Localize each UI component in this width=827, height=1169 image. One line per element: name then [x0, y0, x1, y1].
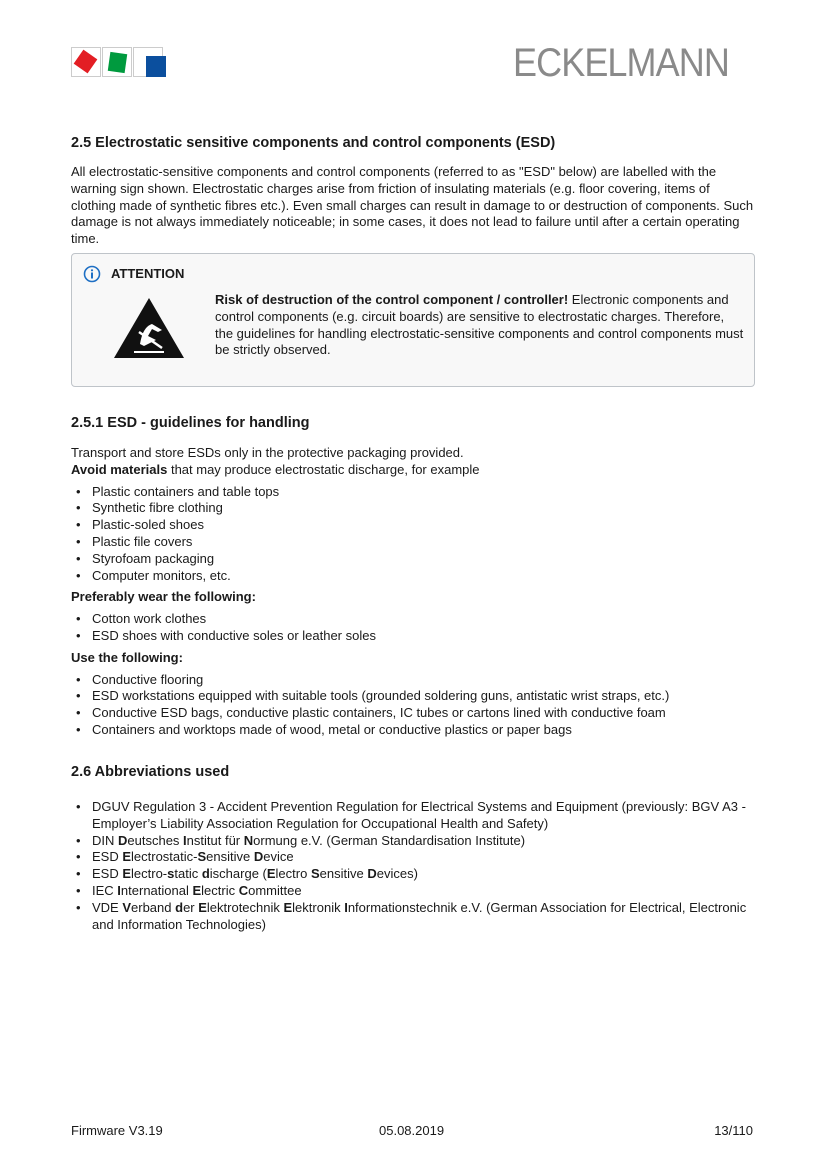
footer-version: Firmware V3.19 [71, 1123, 163, 1138]
abbreviation-item [71, 900, 751, 934]
attention-box [71, 253, 755, 387]
abbreviation-segment: nformationstechnik e.V. (German Association for Electrical, Electronic and Information Technologies) [92, 899, 747, 932]
abbreviation-segment: E [122, 849, 132, 865]
abbreviation-segment: nternational [120, 882, 193, 898]
abbreviation-item [71, 849, 751, 866]
list-item: • Computer monitors, etc. [71, 568, 761, 585]
abbreviation-segment: eutsches [127, 832, 184, 848]
abbreviation-segment: I [117, 882, 121, 898]
list-item: • ESD shoes with conductive soles or leather soles [71, 628, 761, 645]
list-item: • Cotton work clothes [71, 611, 761, 628]
list-item: • Conductive flooring [71, 672, 761, 689]
section-2-5-paragraph: All electrostatic-sensitive components and control components (referred to as "ESD" below) are labelled with the warning sign shown. Electrostatic charges arise from friction of insulating materials (e.g. floor covering, items of clothing made of synthetic fibres etc.). Even small charges can result in damage to or destruction of components. Such damage is not always immediately noticeable; in some cases, it does not lead to failure until after a certain operating time. [71, 164, 754, 247]
list-item: • Plastic-soled shoes [71, 517, 761, 534]
abbreviation-segment: E [283, 899, 293, 915]
attention-text [215, 292, 745, 359]
abbreviation-segment: VDE [92, 899, 123, 915]
abbreviation-segment: evice [263, 849, 294, 865]
attention-label: ATTENTION [111, 266, 185, 281]
avoid-list [71, 484, 761, 585]
abbreviation-segment: ensitive [319, 866, 368, 882]
use-title: Use the following: [71, 649, 183, 665]
brand-name: ECKELMANN [513, 41, 729, 85]
abbreviation-segment: erband [131, 899, 176, 915]
section-2-5-1-title: 2.5.1 ESD - guidelines for handling [71, 415, 310, 431]
section-2-5-title: 2.5 Electrostatic sensitive components and control components (ESD) [71, 135, 556, 151]
abbreviation-list [71, 799, 751, 933]
abbreviation-segment: E [198, 899, 207, 915]
abbreviation-segment: C [238, 882, 249, 898]
list-item: • Plastic containers and table tops [71, 484, 761, 501]
list-item: • ESD workstations equipped with suitable tools (grounded soldering guns, antistatic wrist straps, etc.) [71, 688, 761, 705]
abbreviation-segment: lectric [201, 882, 239, 898]
abbreviation-segment: lectro- [131, 866, 168, 882]
abbreviation-segment: lectrostatic- [131, 849, 198, 865]
footer-page-number: 13/110 [714, 1123, 753, 1138]
avoid-bold: Avoid materials [71, 461, 168, 477]
abbreviation-segment: E [122, 866, 132, 882]
company-logo [71, 47, 167, 78]
abbreviation-segment: D [253, 849, 264, 865]
abbreviation-segment: d [175, 899, 184, 915]
list-item: • Styrofoam packaging [71, 551, 761, 568]
abbreviation-segment: er [183, 899, 199, 915]
abbreviation-segment: D [118, 832, 128, 848]
abbreviation-segment: ESD [92, 866, 123, 882]
abbreviation-segment: E [192, 882, 202, 898]
avoid-text [71, 462, 761, 479]
list-item: • Conductive ESD bags, conductive plastic containers, IC tubes or cartons lined with conductive foam [71, 705, 761, 722]
abbreviation-segment: DGUV Regulation 3 - Accident Prevention Regulation for Electrical Systems and Equipment (previously: BGV A3 - Employer’s Liability Association Regulation for Occupational Health and Safety) [92, 799, 746, 831]
list-item: • Plastic file covers [71, 534, 761, 551]
abbreviation-segment: ensitive [206, 849, 254, 865]
abbreviation-segment: I [344, 899, 348, 915]
attention-body: Electronic components and control components (e.g. circuit boards) are sensitive to electrostatic charges. Therefore, the guidelines for handling electrostatic-sensitive components and control components must be strictly observed. [215, 292, 744, 358]
wear-title: Preferably wear the following: [71, 589, 256, 605]
abbreviation-segment: ommittee [248, 882, 302, 898]
abbreviation-segment: ESD [92, 849, 123, 865]
abbreviation-segment: nstitut für [186, 832, 244, 848]
abbreviation-segment: D [367, 866, 377, 882]
abbreviation-segment: E [266, 866, 276, 882]
abbreviation-segment: DIN [92, 832, 118, 848]
footer-date: 05.08.2019 [379, 1123, 445, 1138]
intro-text: Transport and store ESDs only in the protective packaging provided. [71, 445, 464, 460]
abbreviation-segment: d [201, 866, 210, 882]
abbreviation-segment: ormung e.V. (German Standardisation Institute) [253, 832, 526, 848]
wear-list [71, 611, 761, 645]
esd-warning-icon [112, 296, 186, 360]
abbreviation-segment: lektronik [292, 899, 345, 915]
list-item: • Containers and worktops made of wood, metal or conductive plastics or paper bags [71, 722, 761, 739]
abbreviation-segment: V [122, 899, 132, 915]
abbreviation-segment: lektrotechnik [206, 899, 284, 915]
abbreviation-segment: tatic [174, 866, 202, 882]
abbreviation-segment: evices) [376, 866, 418, 882]
abbreviation-item [71, 866, 751, 883]
section-2-5-1-body [71, 445, 761, 739]
abbreviation-segment: s [167, 866, 175, 882]
abbreviation-item [71, 883, 751, 900]
abbreviation-segment: lectro [275, 866, 311, 882]
avoid-rest: that may produce electrostatic discharge, for example [167, 461, 480, 477]
section-2-6-title: 2.6 Abbreviations used [71, 764, 230, 780]
abbreviation-segment: S [197, 849, 207, 865]
abbreviation-item [71, 799, 751, 833]
abbreviation-segment: ischarge ( [209, 866, 267, 882]
list-item: • Synthetic fibre clothing [71, 500, 761, 517]
info-icon [83, 265, 101, 283]
abbreviation-item [71, 833, 751, 850]
abbreviation-segment: S [310, 866, 320, 882]
abbreviation-segment: I [183, 832, 187, 848]
abbreviation-segment: N [243, 832, 254, 848]
attention-bold-text: Risk of destruction of the control component / controller! [215, 292, 569, 307]
abbreviation-segment: IEC [92, 882, 118, 898]
use-list [71, 672, 761, 739]
